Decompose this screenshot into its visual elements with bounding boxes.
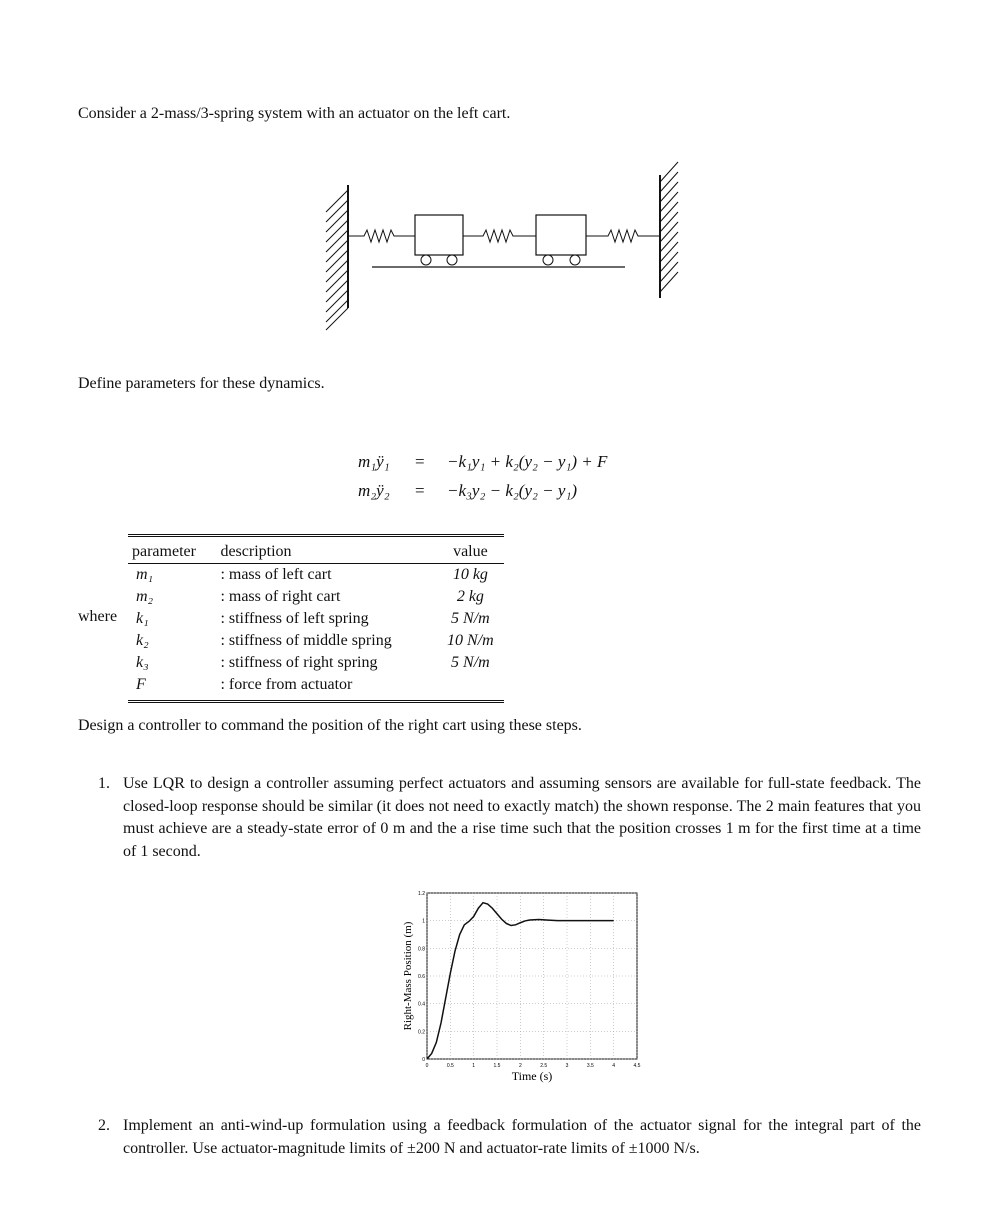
x-tick-label: 1.5 [493, 1063, 501, 1069]
right-spring [586, 230, 660, 242]
y-tick-label: 1.2 [418, 891, 425, 897]
step-1-number: 1. [98, 775, 110, 792]
right-wall [660, 162, 678, 298]
value-cell: 10 N/m [447, 632, 494, 649]
value-cell: 2 kg [456, 588, 484, 605]
desc-cell: : stiffness of left spring [220, 610, 369, 627]
table-row [128, 674, 504, 702]
table-header-row [128, 536, 504, 564]
x-tick-label: 1 [472, 1063, 476, 1069]
left-cart-wheel-left [421, 255, 431, 265]
desc-cell: : mass of left cart [220, 566, 332, 583]
parameter-table [128, 534, 504, 703]
value-cell: 5 N/m [451, 654, 490, 671]
param-cell: m₂ [136, 588, 154, 605]
desc-cell: : force from actuator [220, 676, 353, 693]
y-tick-label: 0.2 [418, 1029, 425, 1036]
step-2-text: Implement an anti-wind-up formulation using a feedback formulation of the actuator signal for the integral part of the controller. Use actuator-magnitude limits of ±200 N and actuator-rate limits of ±1000 N/s. [123, 1117, 921, 1157]
y-tick-label: 1 [422, 918, 425, 925]
right-cart-wheel-left [543, 255, 553, 265]
x-tick-label: 0.5 [446, 1063, 454, 1069]
x-tick-label: 2.5 [540, 1063, 548, 1069]
equation-1-rhs: −k₁y₁ + k₂(y₂ − y₁) + F [447, 452, 608, 471]
define-text: Define parameters for these dynamics. [78, 375, 325, 392]
param-cell: F [136, 676, 146, 693]
x-tick-label: 3.5 [586, 1063, 594, 1069]
right-cart-wheel-right [570, 255, 580, 265]
x-tick-label: 4.5 [633, 1063, 641, 1069]
y-tick-label: 0.6 [418, 974, 425, 980]
desc-cell: : stiffness of middle spring [220, 632, 392, 649]
table-row [128, 564, 504, 587]
right-cart [536, 215, 586, 255]
header-value: value [453, 543, 488, 560]
y-axis-label: Right-Mass Position (m) [402, 921, 414, 1031]
step-1-text: Use LQR to design a controller assuming perfect actuators and assuming sensors are available for full-state feedback. The closed-loop response should be similar (it does not need to exactly match) the shown response. The 2 main features that you must achieve are a steady-state error of 0 m and the a rise time such that the position crosses 1 m for the first time at a time of 1 second. [123, 775, 921, 860]
left-cart [415, 215, 463, 255]
equation-2-op: = [415, 481, 425, 500]
equation-2-lhs: m₂ÿ₂ [358, 481, 390, 500]
x-tick-label: 3 [565, 1063, 569, 1069]
y-tick-label: 0.8 [418, 946, 425, 953]
step-1 [98, 773, 921, 863]
step-2 [98, 1115, 921, 1160]
param-cell: k₁ [136, 610, 149, 627]
x-tick-label: 2 [518, 1063, 522, 1069]
desc-cell: : mass of right cart [220, 588, 341, 605]
y-tick-label: 0.4 [418, 1001, 425, 1008]
value-cell: 5 N/m [451, 610, 490, 627]
left-spring [348, 230, 415, 242]
design-text: Design a controller to command the position of the right cart using these steps. [78, 717, 582, 734]
header-description: description [220, 543, 292, 560]
table-row [128, 586, 504, 608]
table-row [128, 652, 504, 674]
left-cart-wheel-right [447, 255, 457, 265]
x-tick-label: 4 [612, 1063, 616, 1069]
where-label: where [78, 608, 118, 625]
left-wall [326, 185, 348, 330]
middle-spring [463, 230, 536, 242]
table-row [128, 630, 504, 652]
response-chart [395, 885, 655, 1085]
desc-cell: : stiffness of right spring [220, 654, 378, 671]
param-cell: m₁ [136, 566, 154, 583]
value-cell: 10 kg [452, 566, 488, 583]
param-cell: k₂ [136, 632, 149, 649]
x-axis-label: Time (s) [511, 1069, 553, 1083]
value-cell [437, 674, 504, 702]
intro-text: Consider a 2-mass/3-spring system with an actuator on the left cart. [78, 105, 511, 122]
table-row [128, 608, 504, 630]
equation-1-lhs: m₁ÿ₁ [358, 452, 390, 471]
param-cell: k₃ [136, 654, 149, 671]
x-tick-label: 0 [425, 1063, 429, 1069]
y-tick-label: 0 [422, 1057, 425, 1063]
step-2-number: 2. [98, 1117, 110, 1134]
mass-spring-diagram [320, 160, 690, 335]
header-parameter: parameter [132, 543, 196, 560]
equation-2-rhs: −k₃y₂ − k₂(y₂ − y₁) [447, 481, 578, 500]
equation-1-op: = [415, 452, 425, 471]
